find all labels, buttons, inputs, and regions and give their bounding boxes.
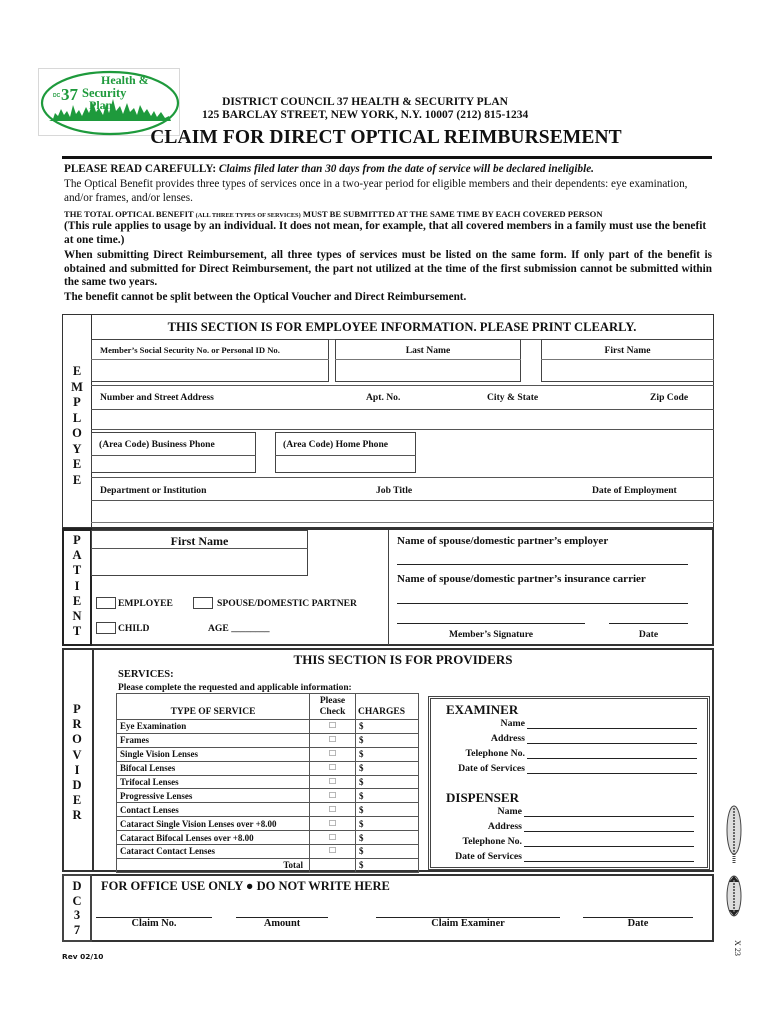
dispenser-heading: DISPENSER <box>446 790 519 805</box>
home-phone-label: (Area Code) Home Phone <box>283 439 389 450</box>
dc37-logo <box>38 68 180 136</box>
service-row-bifocal: Bifocal Lenses □ $ <box>117 761 419 775</box>
dispenser-name-field[interactable] <box>524 816 694 817</box>
patient-side-label: P A T I E N T <box>72 533 82 639</box>
svg-text:DC: DC <box>53 93 61 99</box>
read-carefully-lead: PLEASE READ CAREFULLY: <box>64 163 217 175</box>
examiner-date-label: Date of Services <box>458 763 525 774</box>
service-checkbox[interactable]: □ <box>310 803 356 817</box>
examiner-phone-field[interactable] <box>527 758 697 759</box>
col-charges: CHARGES <box>356 694 419 720</box>
divider <box>91 385 714 386</box>
union-code-label: X 23 <box>733 940 742 956</box>
divider <box>91 522 714 523</box>
examiner-date-field[interactable] <box>527 773 697 774</box>
dispenser-address-field[interactable] <box>524 831 694 832</box>
dispenser-address-label: Address <box>487 821 522 832</box>
service-row-eye-examination: Eye Examination □ $ <box>117 720 419 734</box>
address-field[interactable] <box>92 410 713 429</box>
service-checkbox[interactable]: □ <box>310 817 356 831</box>
charge-field[interactable]: $ <box>356 747 419 761</box>
claim-no-label: Claim No. <box>131 918 177 929</box>
svg-text:Plan: Plan <box>89 98 113 112</box>
services-table <box>116 693 419 873</box>
charge-field[interactable]: $ <box>356 761 419 775</box>
total-charge-field[interactable]: $ <box>356 858 419 872</box>
service-checkbox[interactable]: □ <box>310 831 356 845</box>
total-rule-lead: THE TOTAL OPTICAL BENEFIT <box>64 209 194 219</box>
spouse-employer-field[interactable] <box>397 564 688 565</box>
zip-label: Zip Code <box>650 392 689 403</box>
svg-text:Security: Security <box>82 86 127 100</box>
child-option-label: CHILD <box>118 623 150 634</box>
office-use-heading: FOR OFFICE USE ONLY ● DO NOT WRITE HERE <box>101 879 390 893</box>
service-row-total: Total $ <box>117 858 419 872</box>
examiner-name-label: Name <box>500 718 525 729</box>
amount-label: Amount <box>263 918 301 929</box>
employee-option-label: EMPLOYEE <box>118 598 173 609</box>
service-row-single-vision: Single Vision Lenses □ $ <box>117 747 419 761</box>
member-signature-label: Member’s Signature <box>448 629 534 640</box>
claim-examiner-label: Claim Examiner <box>431 918 505 929</box>
dispenser-date-field[interactable] <box>524 861 694 862</box>
dispenser-date-label: Date of Services <box>455 851 522 862</box>
divider <box>275 455 416 456</box>
spouse-employer-label: Name of spouse/domestic partner’s employer <box>397 535 609 547</box>
member-signature-field[interactable] <box>397 623 585 624</box>
employee-section-heading: THIS SECTION IS FOR EMPLOYEE INFORMATION. PLEASE PRINT CLEARLY. <box>167 320 637 334</box>
examiner-address-label: Address <box>490 733 525 744</box>
provider-side-label: P R O V I D E R <box>72 702 82 823</box>
patient-first-name-label: First Name <box>170 534 229 548</box>
title-rule <box>62 156 712 159</box>
office-side-label: D C 3 7 <box>72 879 82 937</box>
charge-field[interactable]: $ <box>356 845 419 859</box>
office-date-label: Date <box>627 918 649 929</box>
spouse-carrier-label: Name of spouse/domestic partner’s insurance carrier <box>397 573 646 585</box>
service-checkbox[interactable]: □ <box>310 761 356 775</box>
divider <box>91 477 714 478</box>
address-label: Number and Street Address <box>100 392 214 403</box>
employment-date-label: Date of Employment <box>592 485 677 496</box>
examiner-address-field[interactable] <box>527 743 697 744</box>
ssn-label: Member’s Social Security No. or Personal ID No. <box>100 345 280 355</box>
divider <box>91 455 256 456</box>
business-phone-label: (Area Code) Business Phone <box>99 439 215 450</box>
service-row-progressive: Progressive Lenses □ $ <box>117 789 419 803</box>
service-checkbox[interactable]: □ <box>310 733 356 747</box>
spouse-carrier-field[interactable] <box>397 603 688 604</box>
service-row-trifocal: Trifocal Lenses □ $ <box>117 775 419 789</box>
spouse-option-label: SPOUSE/DOMESTIC PARTNER <box>217 598 357 609</box>
services-label: SERVICES: <box>118 669 174 680</box>
examiner-name-field[interactable] <box>527 728 697 729</box>
union-bug-icon <box>724 800 744 940</box>
city-state-label: City & State <box>487 392 539 403</box>
dispenser-phone-field[interactable] <box>524 846 694 847</box>
charge-field[interactable]: $ <box>356 733 419 747</box>
provider-section-heading: THIS SECTION IS FOR PROVIDERS <box>293 652 513 667</box>
last-name-label: Last Name <box>405 345 451 356</box>
first-name-label: First Name <box>604 345 651 356</box>
service-row-contact: Contact Lenses □ $ <box>117 803 419 817</box>
org-address: 125 BARCLAY STREET, NEW YORK, N.Y. 10007 (212) 815-1234 <box>202 109 529 121</box>
divider <box>91 429 714 430</box>
service-checkbox[interactable]: □ <box>310 747 356 761</box>
spouse-checkbox[interactable] <box>193 597 213 609</box>
service-row-frames: Frames □ $ <box>117 733 419 747</box>
read-carefully-notice <box>64 163 712 177</box>
dispenser-name-label: Name <box>497 806 522 817</box>
total-rule-tail: MUST BE SUBMITTED AT THE SAME TIME BY EACH COVERED PERSON <box>302 209 603 219</box>
charge-field[interactable]: $ <box>356 831 419 845</box>
total-rule-parenthetical: (ALL THREE TYPES OF SERVICES) <box>195 212 301 219</box>
benefit-description: The Optical Benefit provides three types of services once in a two-year period for eligible members and their dependents: eye examination, and/or frames, and/or lenses. <box>64 178 688 204</box>
split-benefit-note: The benefit cannot be split between the Optical Voucher and Direct Reimbursement. <box>64 291 467 303</box>
page-title: CLAIM FOR DIRECT OPTICAL REIMBURSEMENT <box>150 127 622 148</box>
service-checkbox[interactable]: □ <box>310 845 356 859</box>
col-please-check: Please Check <box>310 694 356 720</box>
org-name: DISTRICT COUNCIL 37 HEALTH & SECURITY PLAN <box>222 96 508 108</box>
charge-field[interactable]: $ <box>356 803 419 817</box>
employee-checkbox[interactable] <box>96 597 116 609</box>
service-row-cataract-contact: Cataract Contact Lenses □ $ <box>117 845 419 859</box>
charge-field[interactable]: $ <box>356 720 419 734</box>
department-field[interactable] <box>92 501 713 522</box>
examiner-heading: EXAMINER <box>446 702 519 717</box>
divider <box>335 359 521 360</box>
job-title-label: Job Title <box>376 485 413 496</box>
services-instructions: Please complete the requested and applicable information: <box>118 683 352 693</box>
service-checkbox[interactable]: □ <box>310 720 356 734</box>
charge-field[interactable]: $ <box>356 775 419 789</box>
charge-field[interactable]: $ <box>356 817 419 831</box>
child-checkbox[interactable] <box>96 622 116 634</box>
employee-side-label: E M P L O Y E E <box>71 364 83 487</box>
svg-text:Health &: Health & <box>101 73 149 87</box>
divider <box>91 359 329 360</box>
svg-text:37: 37 <box>61 85 78 104</box>
service-row-cataract-bifocal: Cataract Bifocal Lenses over +8.00 □ $ <box>117 831 419 845</box>
service-checkbox[interactable]: □ <box>310 789 356 803</box>
age-field[interactable]: AGE ________ <box>208 623 270 634</box>
revision-label: Rev 02/10 <box>62 952 104 961</box>
late-claim-warning: Claims filed later than 30 days from the date of service will be declared ineligible. <box>218 163 594 175</box>
department-label: Department or Institution <box>100 485 207 496</box>
divider <box>541 359 714 360</box>
signature-date-label: Date <box>638 629 659 640</box>
individual-usage-note: (This rule applies to usage by an individual. It does not mean, for example, that all covered members in a family must use the benefit at one time.) <box>64 220 707 246</box>
col-type-of-service: TYPE OF SERVICE <box>117 694 310 720</box>
service-checkbox[interactable]: □ <box>310 775 356 789</box>
apt-label: Apt. No. <box>366 392 401 403</box>
signature-date-field[interactable] <box>609 623 688 624</box>
dispenser-phone-label: Telephone No. <box>462 836 522 847</box>
examiner-phone-label: Telephone No. <box>465 748 525 759</box>
service-row-cataract-single: Cataract Single Vision Lenses over +8.00 □ $ <box>117 817 419 831</box>
charge-field[interactable]: $ <box>356 789 419 803</box>
divider <box>92 648 94 872</box>
divider <box>388 530 389 645</box>
direct-reimbursement-note: When submitting Direct Reimbursement, all three types of services must be listed on the same form. If only part of the benefit is obtained and submitted for Direct Reimbursement, the part not utilized at the time of the first submission cannot be submitted within the same two years. <box>64 249 712 289</box>
